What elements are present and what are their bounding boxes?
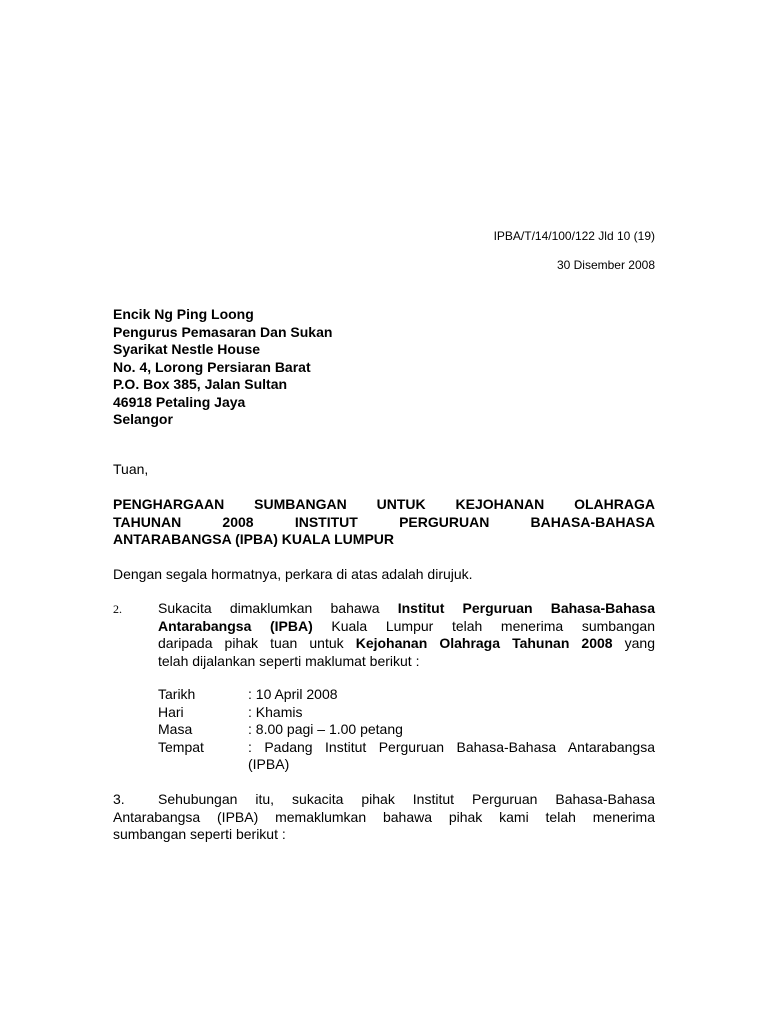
detail-value: : 10 April 2008 <box>248 686 338 702</box>
paragraph-2 <box>113 600 655 670</box>
paragraph-line: telah dijalankan seperti maklumat berikut : <box>158 652 420 669</box>
detail-value <box>248 739 655 774</box>
subject-line: ANTARABANGSA (IPBA) KUALA LUMPUR <box>113 531 395 547</box>
paragraph-line: sumbangan seperti berikut : <box>113 826 286 842</box>
paragraph-line <box>113 791 655 809</box>
text-run: Sukacita dimaklumkan bahawa <box>158 600 398 616</box>
bold-run: Kejohanan Olahraga Tahunan 2008 <box>355 635 613 651</box>
bold-run: Institut Perguruan Bahasa-Bahasa <box>397 600 655 616</box>
event-details <box>158 686 655 774</box>
paragraph-line <box>158 635 655 653</box>
text-run: daripada pihak tuan untuk <box>158 635 356 651</box>
detail-label: Tempat <box>158 738 204 755</box>
letter-date: 30 Disember 2008 <box>556 258 655 272</box>
detail-row-tarikh <box>158 686 655 704</box>
reference-number: IPBA/T/14/100/122 Jld 10 (19) <box>493 229 655 243</box>
detail-value: : 8.00 pagi – 1.00 petang <box>248 721 403 737</box>
paragraph-2-body <box>158 600 655 670</box>
salutation: Tuan, <box>113 461 149 477</box>
intro-paragraph: Dengan segala hormatnya, perkara di atas adalah dirujuk. <box>113 566 473 582</box>
recipient-city: 46918 Petaling Jaya <box>113 393 246 410</box>
paragraph-line <box>158 618 655 636</box>
detail-label: Hari <box>158 703 184 720</box>
paragraph-line <box>158 600 655 618</box>
recipient-state: Selangor <box>113 411 173 427</box>
subject-heading <box>113 496 655 549</box>
recipient-po-box: P.O. Box 385, Jalan Sultan <box>113 376 288 392</box>
recipient-company: Syarikat Nestle House <box>113 341 261 357</box>
text-run: yang <box>612 635 655 651</box>
subject-line: TAHUNAN 2008 INSTITUT PERGURUAN BAHASA-BAHASA <box>113 513 655 530</box>
paragraph-3 <box>113 791 655 844</box>
recipient-name: Encik Ng Ping Loong <box>113 306 254 322</box>
bold-run: Antarabangsa (IPBA) <box>158 617 313 634</box>
paragraph-number: 3. <box>113 791 125 807</box>
paragraph-number: 2. <box>113 602 122 616</box>
detail-value: : Khamis <box>248 703 303 720</box>
detail-label: Tarikh <box>158 686 196 702</box>
recipient-address <box>113 306 332 429</box>
detail-row-masa <box>158 721 655 739</box>
detail-row-hari <box>158 704 655 722</box>
detail-value-line: : Padang Institut Perguruan Bahasa-Bahasa Antarabangsa <box>248 738 655 755</box>
detail-label: Masa <box>158 721 193 737</box>
recipient-title: Pengurus Pemasaran Dan Sukan <box>113 323 333 340</box>
detail-value-line: (IPBA) <box>248 756 290 772</box>
paragraph-line: Antarabangsa (IPBA) memaklumkan bahawa pihak kami telah menerima <box>113 808 655 825</box>
recipient-street: No. 4, Lorong Persiaran Barat <box>113 358 311 375</box>
text-run: Sehubungan itu, sukacita pihak Institut Perguruan Bahasa-Bahasa <box>158 791 655 807</box>
text-run: Kuala Lumpur telah menerima sumbangan <box>312 617 655 634</box>
detail-row-tempat <box>158 739 655 774</box>
subject-line: PENGHARGAAN SUMBANGAN UNTUK KEJOHANAN OLAHRAGA <box>113 496 655 512</box>
